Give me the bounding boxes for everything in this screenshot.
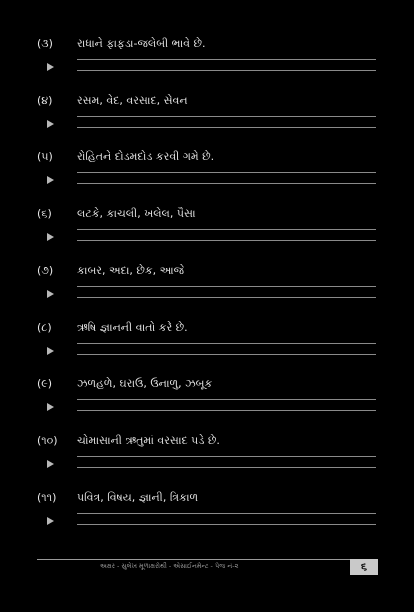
- arrow-right-icon: [47, 120, 54, 128]
- exercise-number: (૩): [37, 37, 53, 50]
- exercise-number: (૫): [37, 150, 53, 163]
- arrow-right-icon: [47, 290, 54, 298]
- footer-divider: [37, 559, 377, 560]
- exercise-prompt: લટકે, કાચલી, ખલેલ, પૈસા: [77, 207, 196, 220]
- answer-line: [77, 513, 376, 514]
- exercise-number: (૧૦): [37, 434, 58, 447]
- answer-line: [77, 286, 376, 287]
- page-number-badge: ૬: [350, 559, 378, 575]
- answer-line: [77, 116, 376, 117]
- answer-line: [77, 127, 376, 128]
- arrow-right-icon: [47, 460, 54, 468]
- footer-text: અક્ષર - સુલેખ મૂળાક્ષરોથી - એસાઈનમેન્ટ - પેજ નં-૨: [100, 562, 239, 570]
- answer-line: [77, 70, 376, 71]
- exercise-number: (૬): [37, 207, 52, 220]
- exercise-number: (૯): [37, 377, 53, 390]
- exercise-number: (૧૧): [37, 491, 57, 504]
- arrow-right-icon: [47, 347, 54, 355]
- arrow-right-icon: [47, 403, 54, 411]
- answer-line: [77, 229, 376, 230]
- exercise-number: (૭): [37, 264, 54, 277]
- exercise-prompt: ચોમાસાની ઋતુમાં વરસાદ પડે છે.: [77, 434, 220, 447]
- answer-line: [77, 59, 376, 60]
- arrow-right-icon: [47, 176, 54, 184]
- exercise-prompt: ઝળહળે, ઘરાઉ, ઉનાળુ, ઝબૂક: [77, 377, 213, 390]
- answer-line: [77, 343, 376, 344]
- answer-line: [77, 297, 376, 298]
- answer-line: [77, 467, 376, 468]
- answer-line: [77, 399, 376, 400]
- answer-line: [77, 183, 376, 184]
- answer-line: [77, 456, 376, 457]
- exercise-prompt: ઋષિ જ્ઞાનની વાતો કરે છે.: [77, 321, 188, 334]
- answer-line: [77, 354, 376, 355]
- exercise-number: (૪): [37, 94, 53, 107]
- arrow-right-icon: [47, 233, 54, 241]
- exercise-prompt: રસમ, વેદ, વરસાદ, સેવન: [77, 94, 188, 107]
- answer-line: [77, 172, 376, 173]
- answer-line: [77, 524, 376, 525]
- exercise-prompt: રાધાને ફાફડા-જલેબી ભાવે છે.: [77, 37, 206, 50]
- exercise-prompt: પવિત્ર, વિષય, જ્ઞાની, ત્રિકાળ: [77, 491, 199, 504]
- answer-line: [77, 240, 376, 241]
- exercise-prompt: કાબર, અદા, છેક, આજે: [77, 264, 185, 277]
- exercise-prompt: રોહિતને દોડમદોડ કરવી ગમે છે.: [77, 150, 215, 163]
- arrow-right-icon: [47, 63, 54, 71]
- arrow-right-icon: [47, 517, 54, 525]
- answer-line: [77, 410, 376, 411]
- exercise-number: (૮): [37, 321, 52, 334]
